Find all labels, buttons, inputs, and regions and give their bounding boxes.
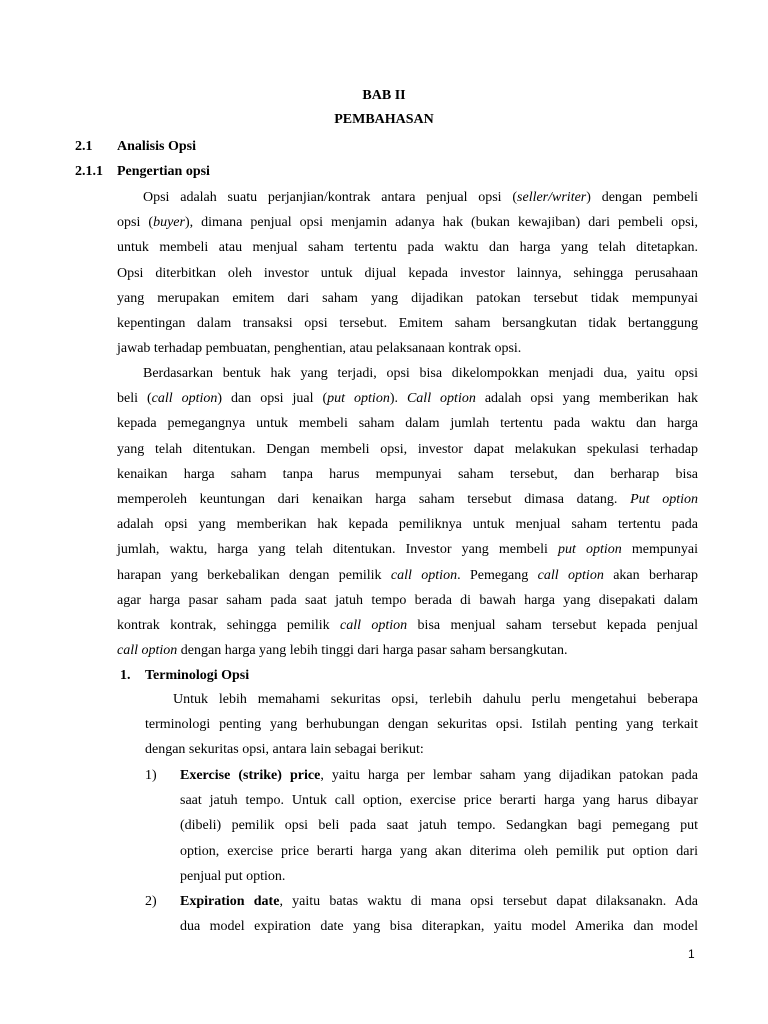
- text-run: mempunyai: [621, 542, 698, 558]
- text-line: [117, 239, 698, 256]
- text-run: saat jatuh tempo. Untuk call option, exercise price berarti harga yang harus dibayar: [180, 793, 698, 809]
- text-run: akan berharap: [603, 567, 698, 583]
- text-run: (dibeli) pemilik opsi beli pada saat jatuh tempo. Sedangkan bagi pemegang put: [180, 818, 698, 834]
- text-run: dua model expiration date yang bisa diterapkan, yaitu model Amerika dan model: [180, 919, 698, 935]
- term-label: Expiration date: [180, 894, 280, 909]
- page-number: 1: [688, 947, 695, 961]
- text-line: [173, 691, 698, 708]
- text-run: ) dengan pembeli: [586, 190, 699, 205]
- text-line: [117, 265, 698, 282]
- text-line: [117, 491, 698, 508]
- text-run: memperoleh keuntungan dari kenaikan harga saham tersebut dimasa datang.: [117, 492, 631, 507]
- subsection-number: 2.1.1: [75, 164, 103, 179]
- section-number: 2.1: [75, 139, 93, 154]
- text-line: [117, 567, 698, 584]
- text-line: [180, 868, 285, 885]
- italic-term: put option: [558, 542, 622, 558]
- text-run: , yaitu batas waktu di mana opsi tersebut dapat dilaksanakn. Ada: [279, 894, 698, 909]
- text-line: [180, 843, 698, 860]
- italic-term: put option: [327, 391, 390, 407]
- text-run: ), dimana penjual opsi menjamin adanya hak (bukan kewajiban) dari pembeli opsi,: [184, 215, 699, 231]
- text-line: [117, 415, 698, 432]
- term-number: 2): [145, 894, 157, 909]
- text-run: dengan harga yang lebih tinggi dari harga pasar saham bersangkutan.: [177, 643, 568, 659]
- italic-term: call option: [537, 567, 604, 583]
- text-run: , yaitu harga per lembar saham yang dijadikan patokan pada: [320, 768, 698, 783]
- text-line: [117, 516, 698, 533]
- section-title: Analisis Opsi: [117, 139, 196, 154]
- text-run: kontrak kontrak, sehingga pemilik: [117, 618, 341, 633]
- italic-term: call option: [340, 618, 408, 633]
- text-run: Berdasarkan bentuk hak yang terjadi, opsi bisa dikelompokkan menjadi dua, yaitu opsi: [143, 366, 698, 381]
- text-run: bisa menjual saham tersebut kepada penjual: [407, 618, 698, 633]
- list-item-title: Terminologi Opsi: [145, 668, 250, 683]
- text-line: [180, 767, 698, 784]
- text-run: yang merupakan emitem dari saham yang dijadikan patokan tersebut tidak mempunyai: [117, 290, 698, 306]
- subsection-title: Pengertian opsi: [117, 164, 210, 179]
- italic-term: call option: [151, 391, 218, 407]
- text-line: [143, 365, 698, 382]
- italic-term: Put option: [630, 492, 698, 507]
- chapter-title: PEMBAHASAN: [334, 112, 434, 127]
- text-run: Opsi diterbitkan oleh investor untuk dijual kepada investor lainnya, sehingga perusahaan: [117, 265, 698, 281]
- text-line: [117, 466, 698, 483]
- text-line: [145, 741, 424, 758]
- text-run: Untuk lebih memahami sekuritas opsi, terlebih dahulu perlu mengetahui beberapa: [173, 692, 698, 707]
- text-run: ).: [389, 391, 407, 407]
- text-line: [117, 642, 567, 659]
- text-line: [145, 716, 698, 733]
- text-run: jawab terhadap pembuatan, penghentian, atau pelaksanaan kontrak opsi.: [117, 341, 522, 357]
- text-run: untuk membeli atau menjual saham tertentu pada waktu dan harga yang telah ditetapkan.: [117, 240, 698, 256]
- term-number: 1): [145, 768, 157, 783]
- text-run: . Pemegang: [457, 567, 538, 583]
- text-run: penjual put option.: [180, 868, 286, 884]
- text-run: kenaikan harga saham tanpa harus mempunyai saham tersebut, dan berharap bisa: [117, 466, 698, 482]
- text-run: beli (: [117, 391, 152, 407]
- text-line: [117, 214, 698, 231]
- text-line: [117, 290, 698, 307]
- term-label: Exercise (strike) price: [180, 768, 321, 783]
- italic-term: buyer: [153, 215, 185, 231]
- text-run: option, exercise price berarti harga yang akan diterima oleh pemilik put option dari: [180, 843, 698, 859]
- text-line: [117, 592, 698, 609]
- text-line: [117, 315, 698, 332]
- text-run: Opsi adalah suatu perjanjian/kontrak antara penjual opsi (: [143, 190, 518, 205]
- text-line: [180, 918, 698, 935]
- text-run: ) dan opsi jual (: [217, 391, 328, 407]
- text-line: [180, 893, 698, 910]
- list-item-number: 1.: [120, 668, 131, 683]
- italic-term: call option: [390, 567, 458, 583]
- text-run: dengan sekuritas opsi, antara lain sebagai berikut:: [145, 742, 424, 758]
- text-line: [117, 541, 698, 558]
- chapter-heading: BAB II: [362, 88, 406, 103]
- text-line: [117, 340, 521, 357]
- text-run: kepada pemegangnya untuk membeli saham dalam jumlah tertentu pada waktu dan harga: [117, 416, 698, 432]
- text-line: [180, 817, 698, 834]
- text-line: [180, 792, 698, 809]
- text-run: yang telah ditentukan. Dengan membeli opsi, investor dapat melakukan spekulasi terhadap: [117, 441, 698, 457]
- text-run: adalah opsi yang memberikan hak kepada pemiliknya untuk menjual saham tertentu pada: [117, 517, 698, 533]
- text-run: terminologi penting yang berhubungan dengan sekuritas opsi. Istilah penting yang terkait: [145, 717, 698, 733]
- text-line: [117, 617, 698, 634]
- text-line: [117, 390, 698, 407]
- text-run: jumlah, waktu, harga yang telah ditentukan. Investor yang membeli: [117, 542, 558, 558]
- text-run: opsi (: [117, 215, 154, 231]
- italic-term: seller/writer: [517, 190, 587, 205]
- text-line: [117, 441, 698, 458]
- text-run: agar harga pasar saham pada saat jatuh tempo berada di bawah harga yang disepakati dalam: [117, 592, 698, 608]
- italic-term: call option: [117, 643, 178, 659]
- text-run: harapan yang berkebalikan dengan pemilik: [117, 567, 391, 583]
- text-run: kepentingan dalam transaksi opsi tersebut. Emitem saham bersangkutan tidak bertanggung: [117, 316, 698, 331]
- text-run: adalah opsi yang memberikan hak: [475, 391, 698, 407]
- italic-term: Call option: [406, 391, 476, 407]
- text-line: [143, 189, 698, 206]
